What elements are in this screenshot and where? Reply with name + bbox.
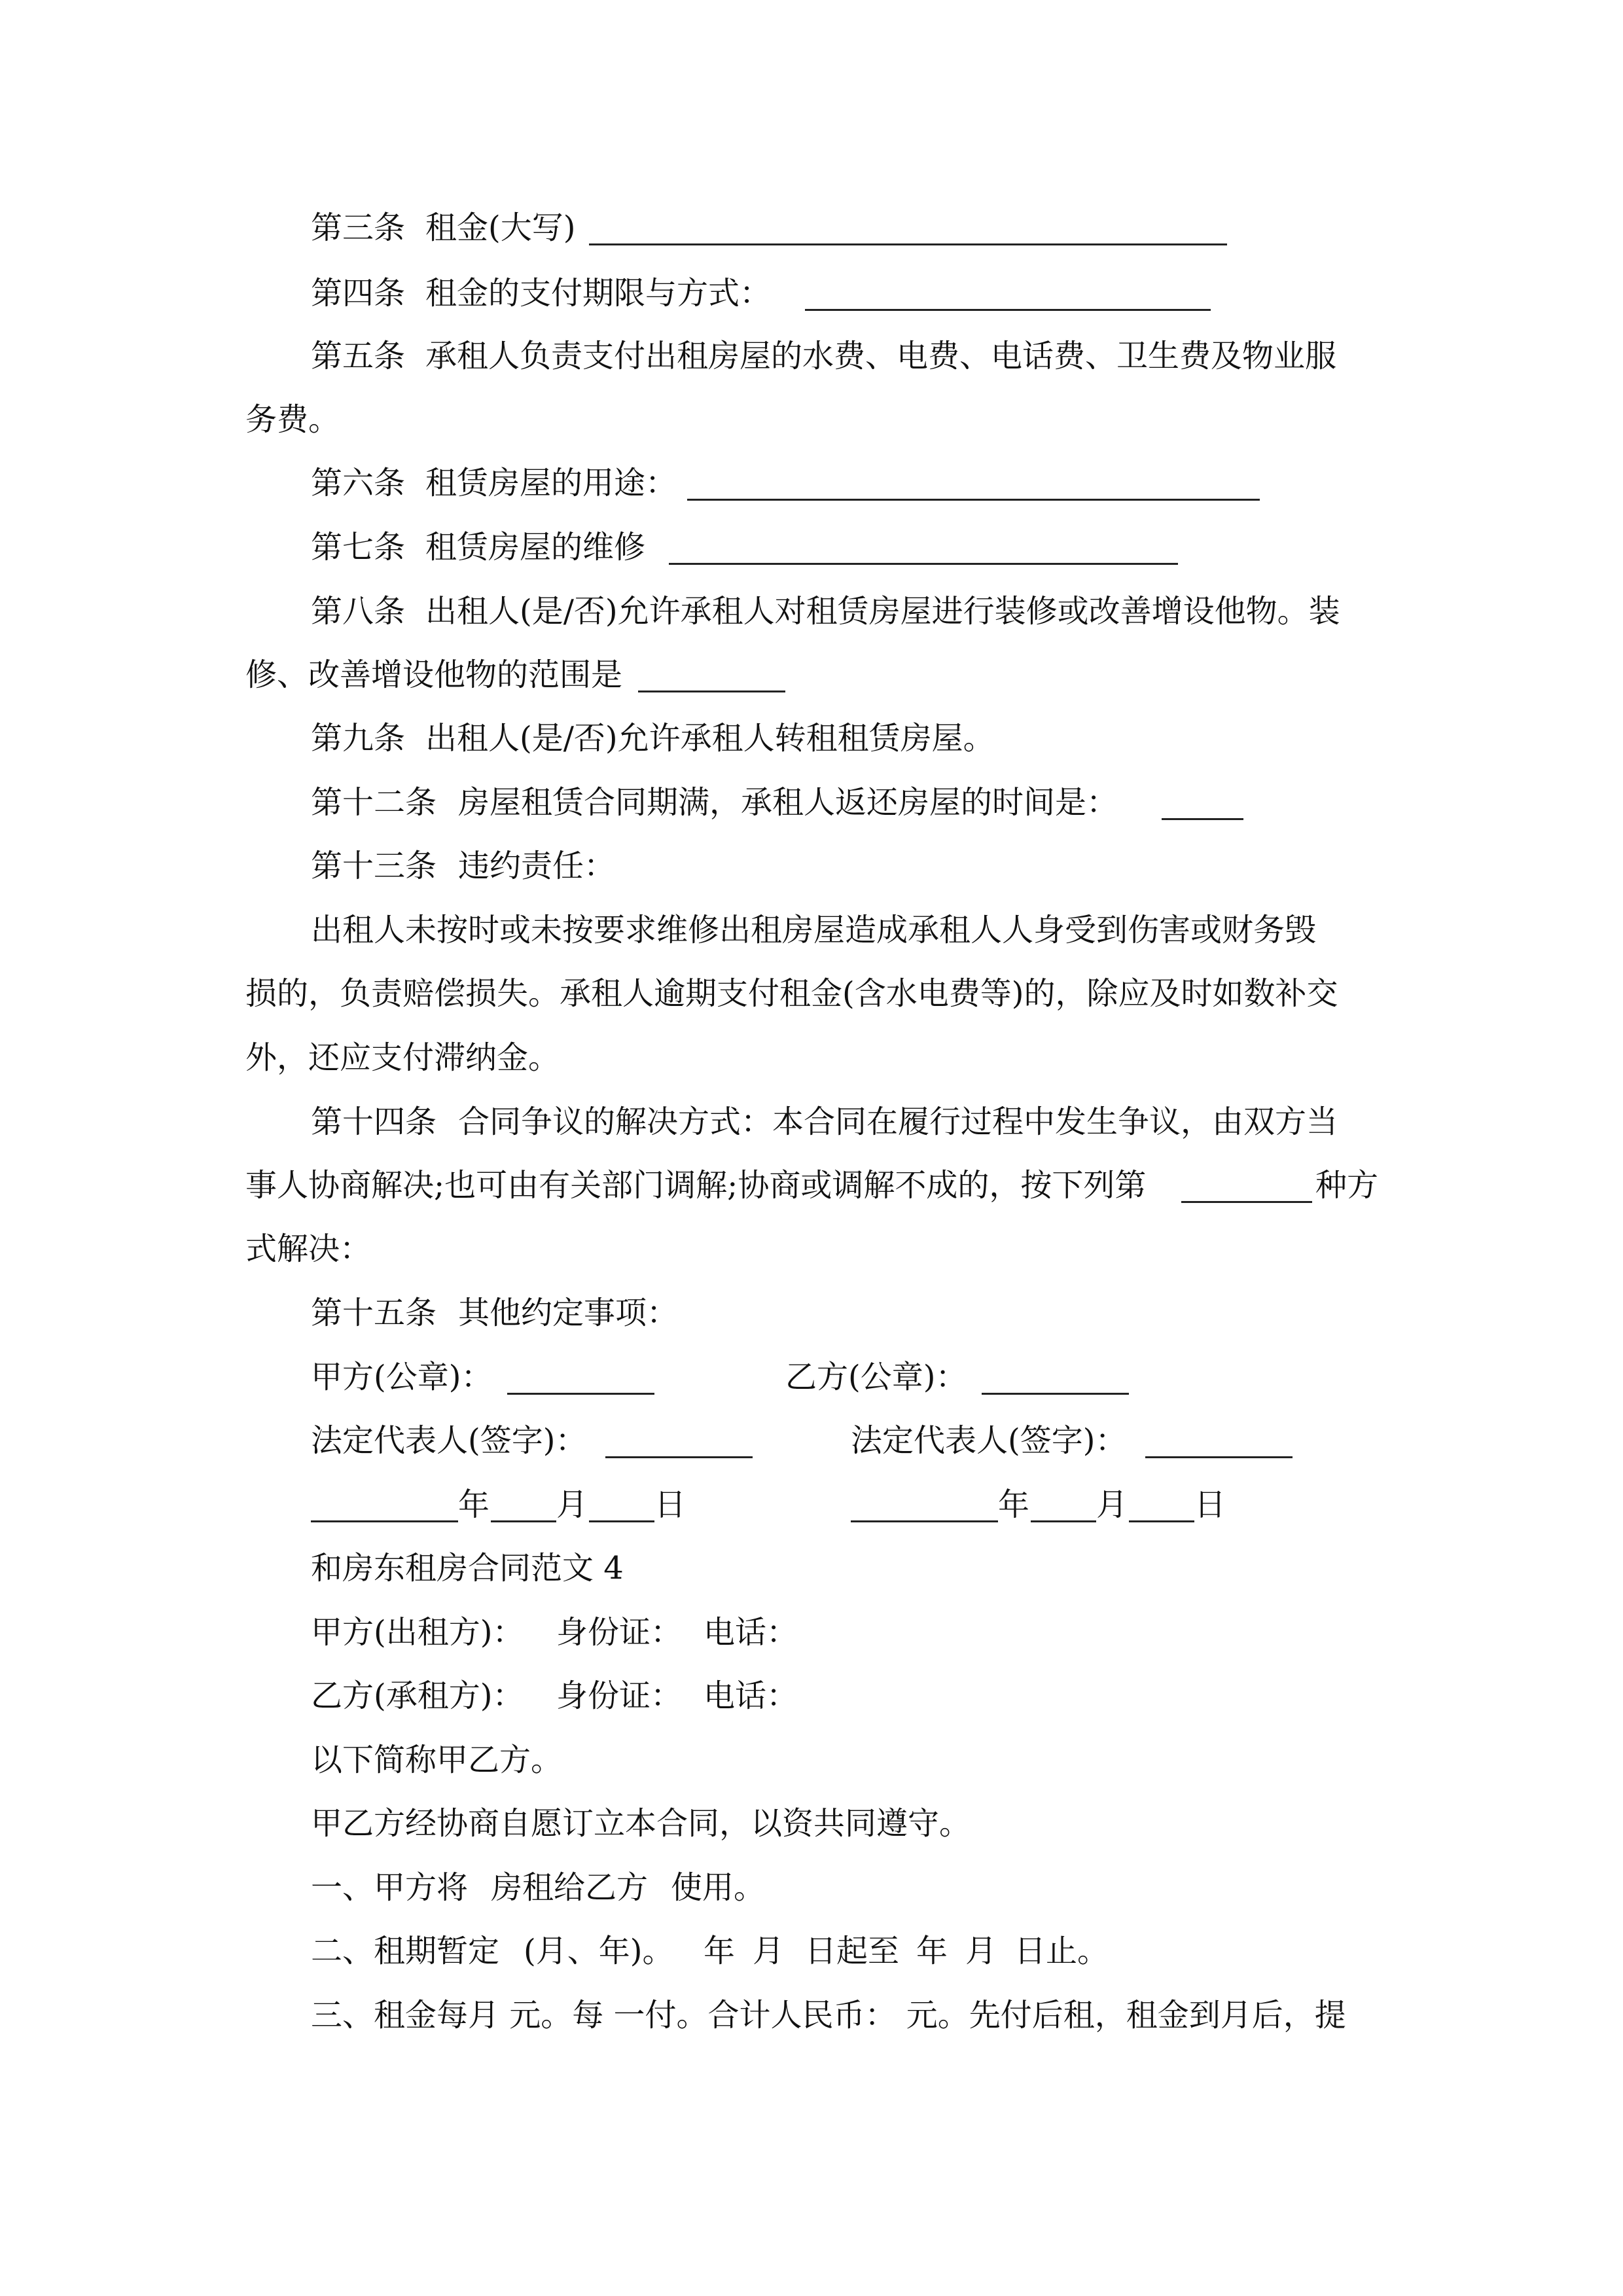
fill-blank — [589, 243, 1227, 245]
signature-rep-row — [0, 1409, 1623, 1472]
intro-text: 甲乙方经协商自愿订立本合同，以资共同遵守。 — [311, 1805, 971, 1842]
article-6 — [0, 452, 1623, 514]
section-heading: 和房东租房合同范文 4 — [311, 1550, 624, 1587]
abbrev-text: 以下简称甲乙方。 — [311, 1742, 563, 1778]
article-text: 租金的支付期限与方式： — [425, 275, 772, 312]
article-text: 种方 — [1315, 1167, 1379, 1204]
article-label: 第九条 — [311, 720, 406, 757]
clause-text: 年 — [916, 1933, 948, 1969]
fill-blank — [311, 1520, 458, 1522]
party-b-row — [0, 1664, 1623, 1727]
article-14-line2 — [0, 1154, 1623, 1217]
article-label: 第十二条 — [311, 784, 437, 821]
year-label: 年 — [458, 1486, 490, 1523]
article-text: 修、改善增设他物的范围是 — [245, 656, 623, 693]
article-label: 第六条 — [311, 465, 406, 501]
fill-blank — [589, 1520, 654, 1522]
article-13-line3 — [0, 1026, 1623, 1089]
article-7 — [0, 516, 1623, 579]
article-text: 事人协商解决;也可由有关部门调解;协商或调解不成的，按下列第 — [245, 1167, 1147, 1204]
template-4-title — [0, 1537, 1623, 1600]
article-text: 出租人未按时或未按要求维修出租房屋造成承租人人身受到伤害或财务毁 — [311, 912, 1317, 948]
clause-text: 一、甲方将 — [311, 1869, 469, 1906]
article-3 — [0, 196, 1623, 259]
clause-text: 日起至 — [805, 1933, 900, 1969]
article-text: 承租人负责支付出租房屋的水费、电费、电话费、卫生费及物业服 — [425, 338, 1337, 374]
rep-a-label: 法定代表人(签字)： — [311, 1422, 587, 1459]
article-text: 出租人(是/否)允许承租人对租赁房屋进行装修或改善增设他物。装 — [425, 593, 1340, 630]
article-13 — [0, 834, 1623, 897]
clause-2 — [0, 1920, 1623, 1982]
article-label: 第十三条 — [311, 848, 437, 884]
article-8-cont — [0, 643, 1623, 706]
clause-text: 月 — [965, 1933, 997, 1969]
article-label: 第十五条 — [311, 1295, 437, 1331]
article-8 — [0, 580, 1623, 643]
fill-blank — [1181, 1201, 1312, 1203]
article-13-line2 — [0, 962, 1623, 1025]
fill-blank — [1145, 1456, 1293, 1458]
article-5 — [0, 325, 1623, 387]
fill-blank — [687, 499, 1260, 501]
rep-b-label: 法定代表人(签字)： — [851, 1422, 1127, 1459]
article-13-line1 — [0, 899, 1623, 961]
article-label: 第七条 — [311, 529, 406, 565]
clause-text: 日止。 — [1014, 1933, 1109, 1969]
party-b-seal-label: 乙方(公章)： — [785, 1359, 967, 1395]
article-title: 违约责任： — [458, 848, 616, 884]
article-label: 第八条 — [311, 593, 406, 630]
article-label: 第三条 — [311, 209, 406, 246]
article-text: 外，还应支付滞纳金。 — [245, 1039, 560, 1076]
clause-text: 房租给乙方 — [491, 1869, 649, 1906]
fill-blank — [638, 691, 785, 692]
id-label: 身份证： — [556, 1614, 683, 1651]
day-label: 日 — [1194, 1486, 1226, 1523]
clause-text: 三、租金每月 元。每 一付。合计人民币： 元。先付后租，租金到月后，提 — [311, 1997, 1346, 2034]
phone-label: 电话： — [704, 1614, 798, 1651]
clause-3 — [0, 1984, 1623, 2047]
article-text: 式解决： — [245, 1230, 372, 1267]
fill-blank — [1129, 1520, 1194, 1522]
article-14 — [0, 1090, 1623, 1153]
article-text: 出租人(是/否)允许承租人转租租赁房屋。 — [425, 720, 995, 757]
fill-blank — [669, 563, 1178, 565]
fill-blank — [507, 1393, 654, 1395]
party-a-label: 甲方(出租方)： — [311, 1614, 524, 1651]
month-label: 月 — [556, 1486, 588, 1523]
phone-label: 电话： — [704, 1677, 798, 1714]
article-text: 损的，负责赔偿损失。承租人逾期支付租金(含水电费等)的，除应及时如数补交 — [245, 975, 1338, 1012]
abbrev-row — [0, 1729, 1623, 1791]
intro-row — [0, 1792, 1623, 1855]
article-5-cont — [0, 388, 1623, 451]
article-text: 其他约定事项： — [458, 1295, 679, 1331]
fill-blank — [491, 1520, 556, 1522]
clause-text: 月 — [753, 1933, 785, 1969]
year-label: 年 — [998, 1486, 1030, 1523]
fill-blank — [1162, 818, 1243, 820]
article-text: 合同争议的解决方式：本合同在履行过程中发生争议，由双方当 — [458, 1103, 1338, 1140]
month-label: 月 — [1096, 1486, 1128, 1523]
article-14-line3 — [0, 1217, 1623, 1280]
article-label: 第十四条 — [311, 1103, 437, 1140]
fill-blank — [1031, 1520, 1096, 1522]
fill-blank — [605, 1456, 753, 1458]
party-a-seal-label: 甲方(公章)： — [311, 1359, 493, 1395]
fill-blank — [851, 1520, 998, 1522]
clause-1 — [0, 1856, 1623, 1919]
signature-seal-row — [0, 1346, 1623, 1408]
article-text: 务费。 — [245, 401, 340, 438]
article-4 — [0, 262, 1623, 325]
article-text: 租赁房屋的用途： — [425, 465, 677, 501]
article-text: 租赁房屋的维修 — [425, 529, 646, 565]
signature-date-row — [0, 1473, 1623, 1536]
article-9 — [0, 707, 1623, 770]
clause-text: 使用。 — [671, 1869, 766, 1906]
article-12 — [0, 771, 1623, 834]
article-text: 房屋租赁合同期满，承租人返还房屋的时间是： — [458, 784, 1118, 821]
party-b-label: 乙方(承租方)： — [311, 1677, 524, 1714]
fill-blank — [982, 1393, 1129, 1395]
day-label: 日 — [654, 1486, 687, 1523]
article-text: 租金(大写) — [425, 209, 576, 246]
article-label: 第四条 — [311, 275, 406, 312]
clause-text: (月、年)。 — [524, 1933, 674, 1969]
id-label: 身份证： — [556, 1677, 683, 1714]
clause-text: 年 — [704, 1933, 736, 1969]
party-a-row — [0, 1601, 1623, 1664]
clause-text: 二、租期暂定 — [311, 1933, 500, 1969]
fill-blank — [805, 309, 1211, 311]
article-15 — [0, 1282, 1623, 1344]
article-label: 第五条 — [311, 338, 406, 374]
